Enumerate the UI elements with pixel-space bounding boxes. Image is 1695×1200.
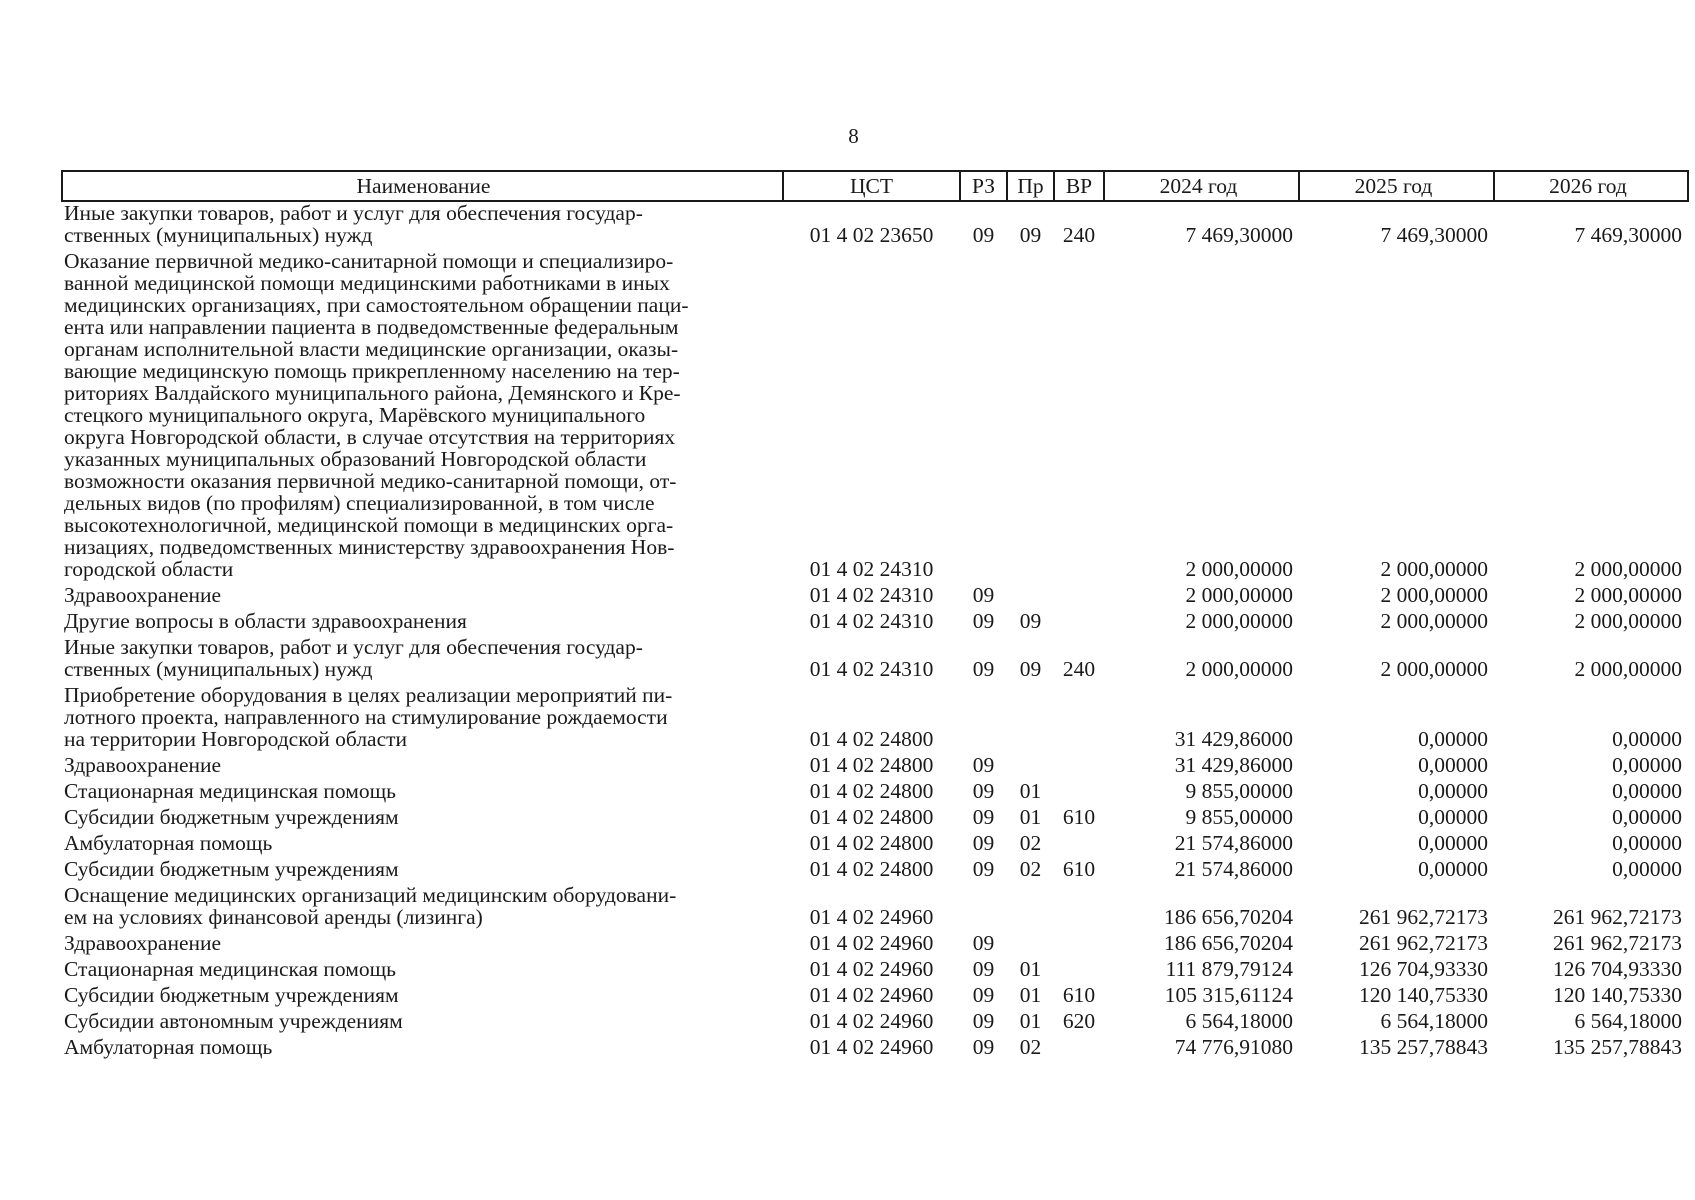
cell-2025: 261 962,72173 <box>1359 931 1488 955</box>
cell-pr <box>1007 584 1054 610</box>
cell-2024: 31 429,86000 <box>1174 727 1293 751</box>
cell-name <box>62 636 783 684</box>
cell-name <box>62 201 783 250</box>
cell-2024: 2 000,00000 <box>1185 609 1293 633</box>
cell-name-line: округа Новгородской области, в случае отсутствия на территориях <box>64 425 676 449</box>
cell-cst: 01 4 02 24310 <box>809 557 934 581</box>
column-header-pr: Пр <box>1007 171 1054 201</box>
cell-2026: 0,00000 <box>1612 857 1682 881</box>
cell-name-line: стецкого муниципального округа, Марёвского муниципального <box>64 403 646 427</box>
cell-2024: 111 879,79124 <box>1165 957 1293 981</box>
cell-pr: 09 <box>1019 223 1042 247</box>
table-row <box>62 1010 1688 1036</box>
cell-name-line: возможности оказания первичной медико-санитарной помощи, от- <box>64 469 677 493</box>
cell-name <box>62 858 783 884</box>
cell-vr <box>1054 958 1104 984</box>
cell-2024: 2 000,00000 <box>1185 657 1293 681</box>
cell-vr <box>1054 684 1104 754</box>
cell-pr <box>1007 250 1054 584</box>
cell-2024: 74 776,91080 <box>1174 1035 1293 1059</box>
cell-name <box>62 1036 783 1062</box>
cell-name-line: риториях Валдайского муниципального района, Демянского и Кре- <box>64 381 681 405</box>
cell-rz: 09 <box>972 857 995 881</box>
cell-2026: 7 469,30000 <box>1574 223 1682 247</box>
cell-name-line: Другие вопросы в области здравоохранения <box>64 609 467 633</box>
cell-2025: 261 962,72173 <box>1359 905 1488 929</box>
cell-2024: 9 855,00000 <box>1185 805 1293 829</box>
cell-2024: 2 000,00000 <box>1185 557 1293 581</box>
table-row <box>62 932 1688 958</box>
table-row <box>62 754 1688 780</box>
cell-cst: 01 4 02 24310 <box>809 657 934 681</box>
cell-2025: 0,00000 <box>1418 805 1488 829</box>
cell-name <box>62 584 783 610</box>
cell-cst: 01 4 02 24960 <box>809 1035 934 1059</box>
cell-vr <box>1054 832 1104 858</box>
table-row <box>62 806 1688 832</box>
cell-2025: 126 704,93330 <box>1359 957 1488 981</box>
cell-2024: 186 656,70204 <box>1164 905 1293 929</box>
cell-2026: 0,00000 <box>1612 753 1682 777</box>
cell-name <box>62 832 783 858</box>
column-header-name: Наименование <box>62 171 783 201</box>
cell-2025: 0,00000 <box>1418 727 1488 751</box>
cell-cst: 01 4 02 24310 <box>809 609 934 633</box>
table-header <box>62 171 1688 201</box>
cell-rz: 09 <box>972 805 995 829</box>
cell-cst: 01 4 02 23650 <box>809 223 934 247</box>
table-row <box>62 610 1688 636</box>
cell-name <box>62 754 783 780</box>
cell-vr: 610 <box>1062 983 1096 1007</box>
cell-2024: 2 000,00000 <box>1185 583 1293 607</box>
table-row <box>62 250 1688 584</box>
cell-rz: 09 <box>972 583 995 607</box>
cell-name-line: на территории Новгородской области <box>64 727 408 751</box>
table-row <box>62 636 1688 684</box>
cell-cst: 01 4 02 24960 <box>809 931 934 955</box>
cell-name-line: Приобретение оборудования в целях реализации мероприятий пи- <box>64 683 673 707</box>
cell-vr <box>1054 1036 1104 1062</box>
cell-cst: 01 4 02 24800 <box>809 779 934 803</box>
cell-rz: 09 <box>972 831 995 855</box>
cell-vr: 240 <box>1062 657 1096 681</box>
cell-cst: 01 4 02 24960 <box>809 957 934 981</box>
cell-2026: 0,00000 <box>1612 805 1682 829</box>
cell-name-line: ем на условиях финансовой аренды (лизинга) <box>64 905 483 929</box>
cell-2024: 186 656,70204 <box>1164 931 1293 955</box>
cell-pr: 09 <box>1019 609 1042 633</box>
table-row <box>62 780 1688 806</box>
cell-2026: 2 000,00000 <box>1574 657 1682 681</box>
cell-cst: 01 4 02 24960 <box>809 905 934 929</box>
cell-cst: 01 4 02 24800 <box>809 805 934 829</box>
cell-name <box>62 250 783 584</box>
cell-2026: 126 704,93330 <box>1553 957 1682 981</box>
table-row <box>62 832 1688 858</box>
cell-pr <box>1007 932 1054 958</box>
cell-2025: 2 000,00000 <box>1380 583 1488 607</box>
column-header-cst: ЦСТ <box>783 171 960 201</box>
cell-cst: 01 4 02 24960 <box>809 983 934 1007</box>
cell-name-line: Здравоохранение <box>64 753 222 777</box>
table-row <box>62 684 1688 754</box>
cell-name-line: Стационарная медицинская помощь <box>64 957 396 981</box>
cell-name <box>62 958 783 984</box>
cell-name-line: Субсидии бюджетным учреждениям <box>64 857 399 881</box>
page-number: 8 <box>848 124 859 148</box>
column-header-2024: 2024 год <box>1104 171 1299 201</box>
cell-vr: 610 <box>1062 857 1096 881</box>
cell-2025: 120 140,75330 <box>1359 983 1488 1007</box>
cell-2026: 2 000,00000 <box>1574 557 1682 581</box>
cell-rz: 09 <box>972 931 995 955</box>
cell-rz: 09 <box>972 609 995 633</box>
cell-rz: 09 <box>972 753 995 777</box>
cell-name-line: указанных муниципальных образований Новгородской области <box>64 447 647 471</box>
cell-pr: 02 <box>1019 1035 1042 1059</box>
cell-name-line: Амбулаторная помощь <box>64 1035 273 1059</box>
cell-name <box>62 932 783 958</box>
table-row <box>62 858 1688 884</box>
header-row <box>62 171 1688 201</box>
table-row <box>62 958 1688 984</box>
cell-name-line: органам исполнительной власти медицинские организации, оказы- <box>64 337 679 361</box>
cell-rz: 09 <box>972 779 995 803</box>
cell-rz: 09 <box>972 1009 995 1033</box>
cell-cst: 01 4 02 24800 <box>809 727 934 751</box>
cell-rz: 09 <box>972 1035 995 1059</box>
cell-rz <box>960 250 1007 584</box>
cell-2024: 21 574,86000 <box>1174 857 1293 881</box>
cell-name-line: городской области <box>64 557 234 581</box>
table-row <box>62 201 1688 250</box>
cell-2024: 31 429,86000 <box>1174 753 1293 777</box>
cell-2024: 9 855,00000 <box>1185 779 1293 803</box>
cell-2025: 7 469,30000 <box>1380 223 1488 247</box>
cell-pr: 01 <box>1019 805 1042 829</box>
cell-pr: 01 <box>1019 779 1042 803</box>
cell-2025: 2 000,00000 <box>1380 557 1488 581</box>
cell-rz: 09 <box>972 983 995 1007</box>
cell-name-line: Иные закупки товаров, работ и услуг для обеспечения государ- <box>64 635 643 659</box>
cell-2025: 0,00000 <box>1418 831 1488 855</box>
cell-name-line: Субсидии бюджетным учреждениям <box>64 983 399 1007</box>
cell-vr: 240 <box>1062 223 1096 247</box>
cell-name-line: лотного проекта, направленного на стимулирование рождаемости <box>64 705 668 729</box>
cell-name-line: ственных (муниципальных) нужд <box>64 657 373 681</box>
cell-name-line: ственных (муниципальных) нужд <box>64 223 373 247</box>
cell-vr <box>1054 610 1104 636</box>
cell-2025: 135 257,78843 <box>1359 1035 1488 1059</box>
cell-pr: 02 <box>1019 857 1042 881</box>
cell-name-line: Стационарная медицинская помощь <box>64 779 396 803</box>
cell-name-line: медицинских организациях, при самостоятельном обращении паци- <box>64 293 689 317</box>
cell-2026: 2 000,00000 <box>1574 609 1682 633</box>
table-body <box>62 201 1688 1062</box>
cell-rz: 09 <box>972 223 995 247</box>
cell-2025: 0,00000 <box>1418 857 1488 881</box>
cell-name <box>62 884 783 932</box>
cell-name-line: вающие медицинскую помощь прикрепленному населению на тер- <box>64 359 680 383</box>
cell-name-line: Здравоохранение <box>64 931 222 955</box>
cell-name <box>62 1010 783 1036</box>
cell-vr <box>1054 780 1104 806</box>
cell-name-line: дельных видов (по профилям) специализированной, в том числе <box>64 491 655 515</box>
cell-name-line: низациях, подведомственных министерству здравоохранения Нов- <box>64 535 675 559</box>
cell-2026: 135 257,78843 <box>1553 1035 1682 1059</box>
cell-rz <box>960 884 1007 932</box>
cell-vr <box>1054 250 1104 584</box>
cell-name <box>62 780 783 806</box>
column-header-2026: 2026 год <box>1494 171 1688 201</box>
cell-pr: 02 <box>1019 831 1042 855</box>
column-header-2025: 2025 год <box>1299 171 1494 201</box>
cell-cst: 01 4 02 24310 <box>809 583 934 607</box>
cell-2024: 21 574,86000 <box>1174 831 1293 855</box>
cell-vr <box>1054 754 1104 780</box>
cell-pr: 01 <box>1019 957 1042 981</box>
cell-2025: 6 564,18000 <box>1380 1009 1488 1033</box>
column-header-rz: РЗ <box>960 171 1007 201</box>
cell-vr: 620 <box>1062 1009 1096 1033</box>
cell-2026: 6 564,18000 <box>1574 1009 1682 1033</box>
cell-name-line: высокотехнологичной, медицинской помощи в медицинских орга- <box>64 513 674 537</box>
cell-pr <box>1007 684 1054 754</box>
cell-pr: 01 <box>1019 1009 1042 1033</box>
cell-2025: 2 000,00000 <box>1380 609 1488 633</box>
cell-name-line: Оказание первичной медико-санитарной помощи и специализиро- <box>64 249 674 273</box>
cell-pr: 01 <box>1019 983 1042 1007</box>
cell-rz: 09 <box>972 657 995 681</box>
cell-2024: 6 564,18000 <box>1185 1009 1293 1033</box>
cell-2025: 2 000,00000 <box>1380 657 1488 681</box>
table-row <box>62 884 1688 932</box>
cell-rz: 09 <box>972 957 995 981</box>
cell-name <box>62 684 783 754</box>
cell-cst: 01 4 02 24960 <box>809 1009 934 1033</box>
budget-table <box>61 170 1689 1062</box>
cell-2026: 2 000,00000 <box>1574 583 1682 607</box>
table-row <box>62 984 1688 1010</box>
cell-cst: 01 4 02 24800 <box>809 857 934 881</box>
cell-name-line: Субсидии бюджетным учреждениям <box>64 805 399 829</box>
cell-name <box>62 984 783 1010</box>
cell-pr <box>1007 754 1054 780</box>
cell-name <box>62 610 783 636</box>
cell-2026: 0,00000 <box>1612 831 1682 855</box>
cell-name-line: Амбулаторная помощь <box>64 831 273 855</box>
cell-2026: 261 962,72173 <box>1553 905 1682 929</box>
cell-rz <box>960 684 1007 754</box>
cell-name-line: Здравоохранение <box>64 583 222 607</box>
cell-pr: 09 <box>1019 657 1042 681</box>
cell-2024: 105 315,61124 <box>1164 983 1293 1007</box>
cell-2024: 7 469,30000 <box>1185 223 1293 247</box>
cell-vr <box>1054 932 1104 958</box>
cell-cst: 01 4 02 24800 <box>809 753 934 777</box>
cell-vr: 610 <box>1062 805 1096 829</box>
table-row <box>62 584 1688 610</box>
cell-2026: 0,00000 <box>1612 779 1682 803</box>
cell-name-line: ента или направлении пациента в подведомственные федеральным <box>64 315 679 339</box>
cell-vr <box>1054 884 1104 932</box>
cell-cst: 01 4 02 24800 <box>809 831 934 855</box>
cell-name-line: Иные закупки товаров, работ и услуг для обеспечения государ- <box>64 201 643 225</box>
column-header-vr: ВР <box>1054 171 1104 201</box>
cell-pr <box>1007 884 1054 932</box>
cell-name-line: Оснащение медицинских организаций медицинским оборудовани- <box>64 883 677 907</box>
cell-2026: 0,00000 <box>1612 727 1682 751</box>
cell-2026: 261 962,72173 <box>1553 931 1682 955</box>
cell-2026: 120 140,75330 <box>1553 983 1682 1007</box>
cell-name <box>62 806 783 832</box>
cell-2025: 0,00000 <box>1418 779 1488 803</box>
cell-name-line: Субсидии автономным учреждениям <box>64 1009 403 1033</box>
cell-name-line: ванной медицинской помощи медицинскими работниками в иных <box>64 271 670 295</box>
table-row <box>62 1036 1688 1062</box>
cell-vr <box>1054 584 1104 610</box>
cell-2025: 0,00000 <box>1418 753 1488 777</box>
